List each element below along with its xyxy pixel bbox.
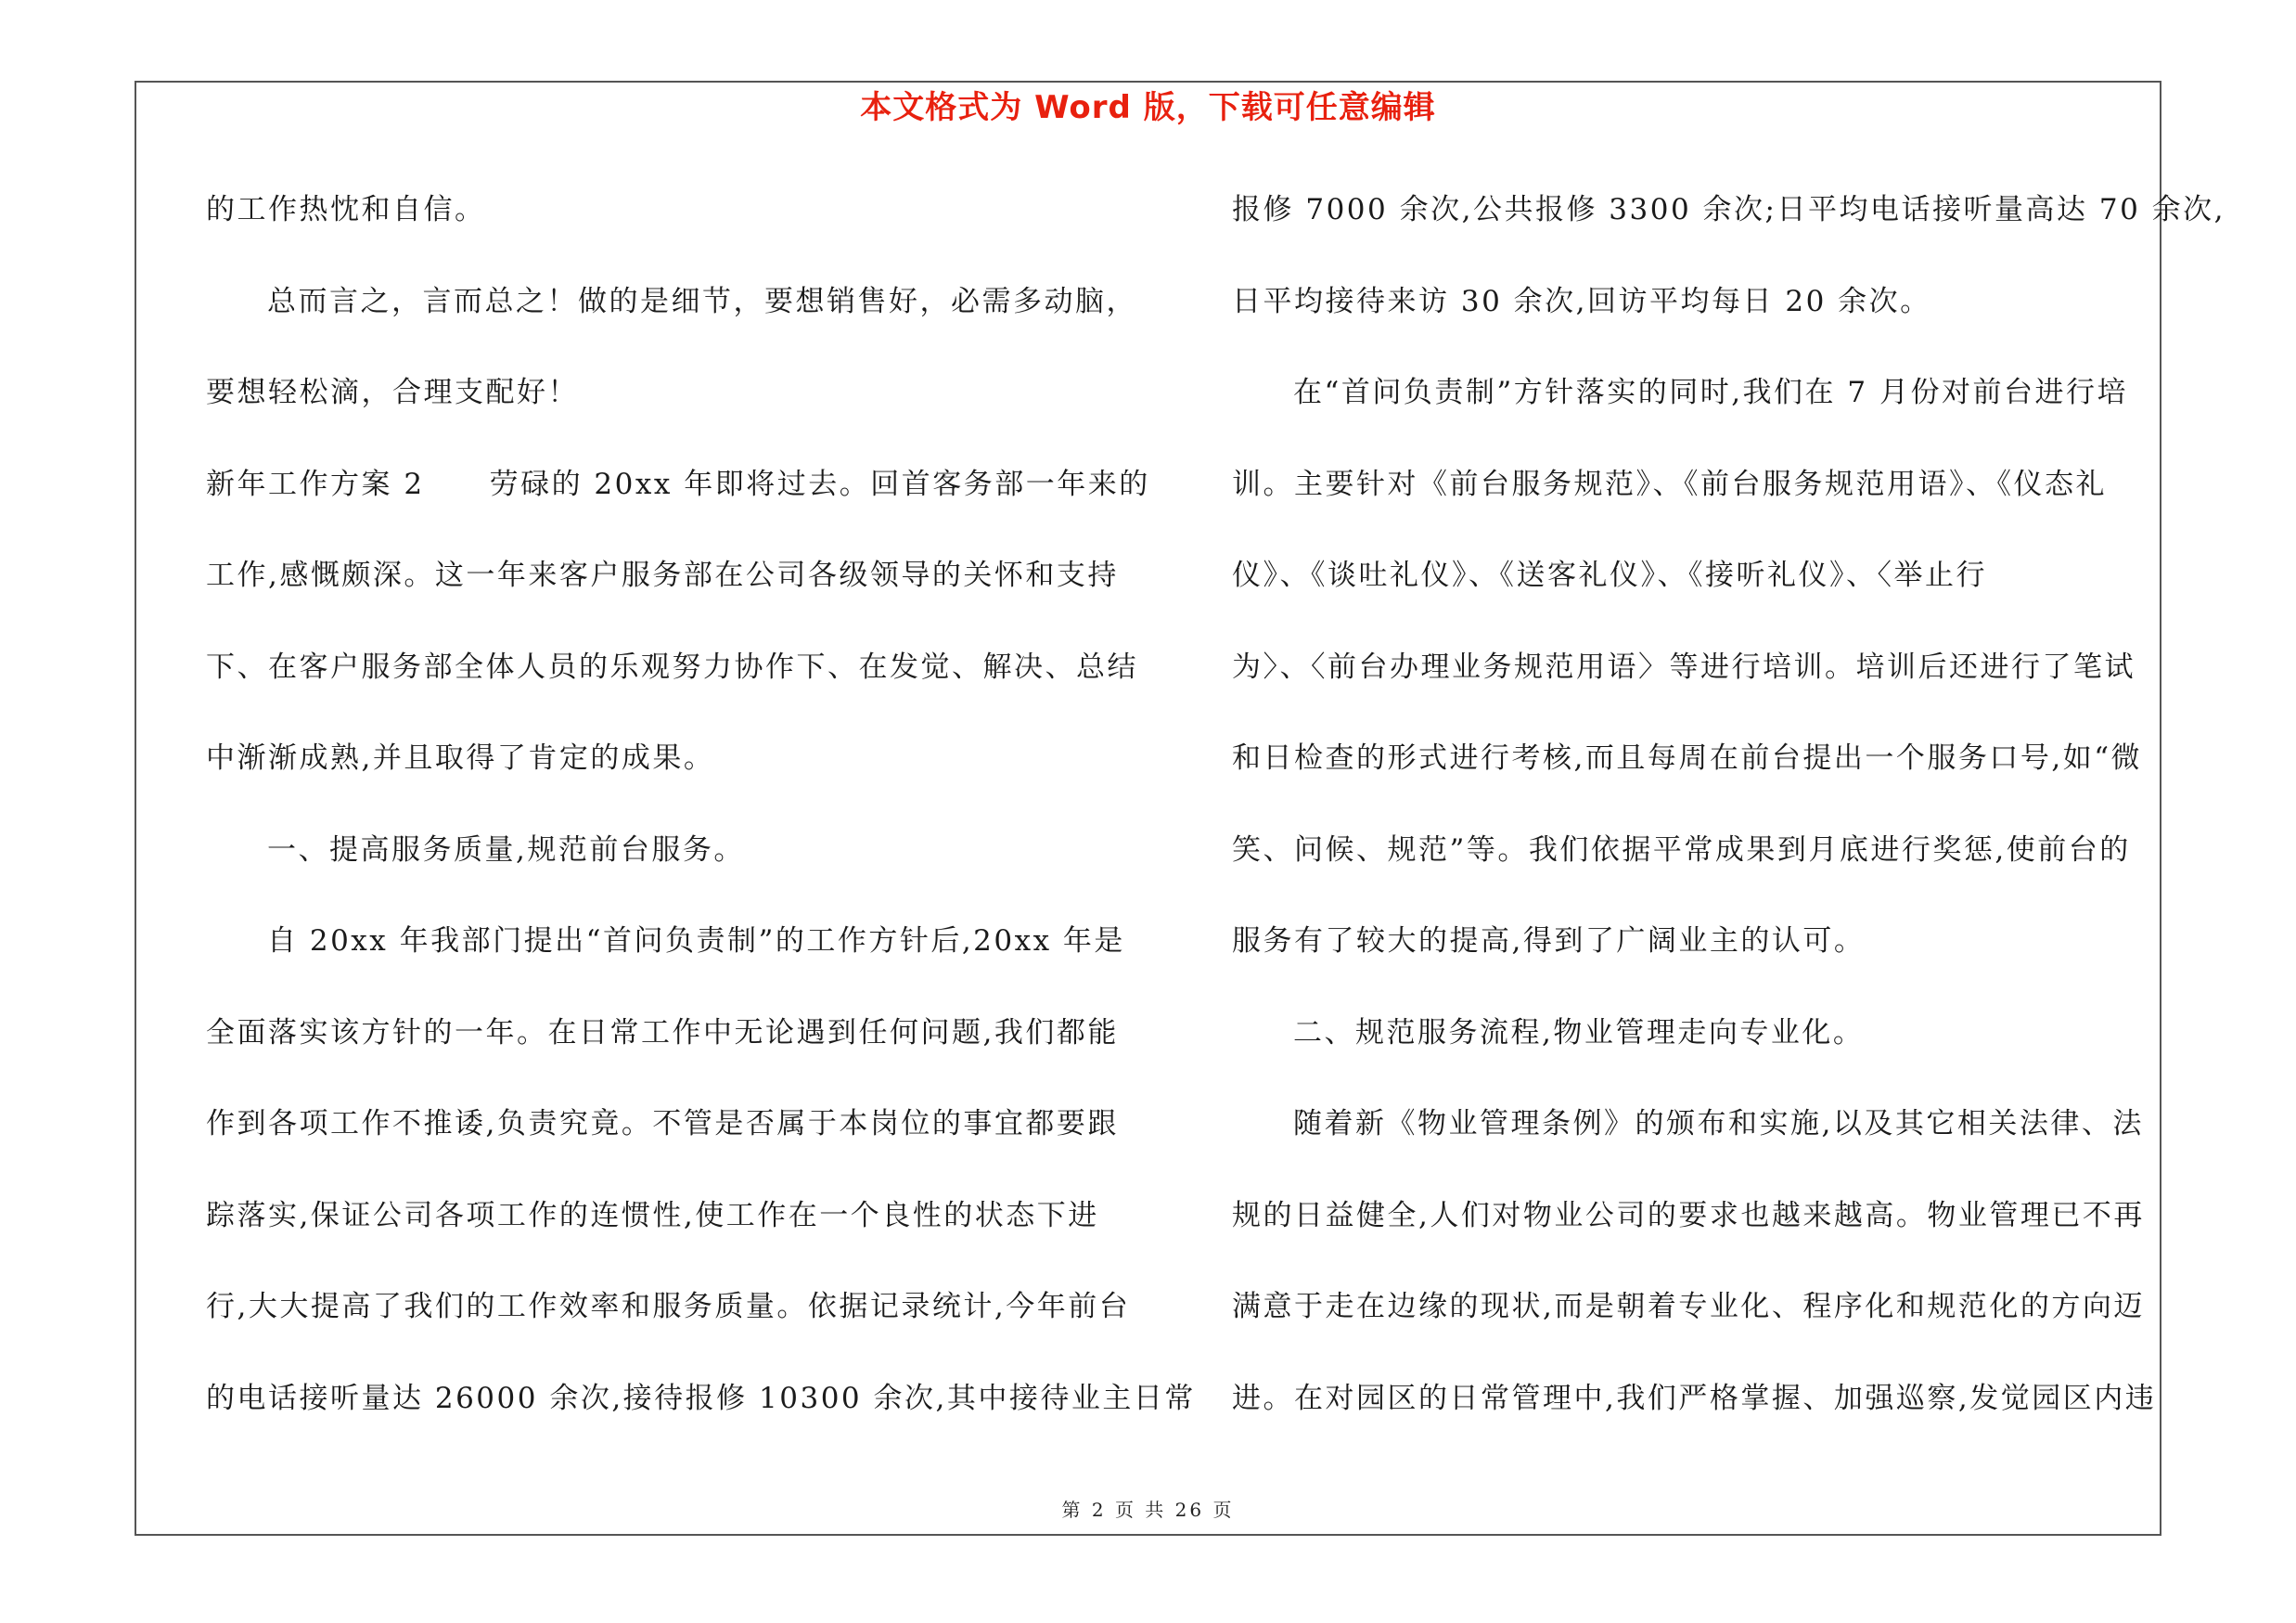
line-text: 训。主要针对《前台服务规范》、《前台服务规范用语》、《仪态礼 bbox=[1232, 467, 2107, 501]
line-text: 一、提高服务质量,规范前台服务。 bbox=[267, 832, 745, 867]
text-line bbox=[1232, 547, 2169, 639]
line-text: 踪落实,保证公司各项工作的连惯性,使工作在一个良性的状态下进 bbox=[206, 1198, 1099, 1232]
text-line bbox=[1232, 822, 2169, 914]
line-text: 作到各项工作不推诿,负责究竟。不管是否属于本岗位的事宜都要跟 bbox=[206, 1107, 1119, 1140]
text-line bbox=[1232, 1005, 2169, 1097]
line-text: 自 20xx 年我部门提出“首问负责制”的工作方针后,20xx 年是 bbox=[267, 924, 1125, 958]
line-text: 工作,感慨颇深。这一年来客户服务部在公司各级领导的关怀和支持 bbox=[206, 559, 1119, 592]
line-text: 满意于走在边缘的现状,而是朝着专业化、程序化和规范化的方向迈 bbox=[1232, 1290, 2145, 1323]
line-text: 下、在客户服务部全体人员的乐观努力协作下、在发觉、解决、总结 bbox=[206, 650, 1138, 684]
text-line bbox=[1232, 639, 2169, 731]
line-text: 全面落实该方针的一年。在日常工作中无论遇到任何问题,我们都能 bbox=[206, 1015, 1119, 1050]
line-text: 仪》、《谈吐礼仪》、《送客礼仪》、《接听礼仪》、〈举止行 bbox=[1232, 559, 1987, 592]
text-line bbox=[206, 274, 1137, 366]
text-line bbox=[1232, 730, 2169, 822]
section-title: 新年工作方案 2 bbox=[206, 467, 425, 501]
line-text: 劳碌的 20xx 年即将过去。回首客务部一年来的 bbox=[489, 467, 1150, 501]
text-line bbox=[206, 1096, 1134, 1188]
line-text: 进。在对园区的日常管理中,我们严格掌握、加强巡察,发觉园区内违 bbox=[1232, 1381, 2157, 1415]
text-line bbox=[1232, 1188, 2169, 1280]
text-line bbox=[206, 1371, 1196, 1462]
text-line bbox=[1232, 365, 2169, 457]
line-text: 中渐渐成熟,并且取得了肯定的成果。 bbox=[206, 741, 715, 775]
line-text: 行,大大提高了我们的工作效率和服务质量。依据记录统计,今年前台 bbox=[206, 1290, 1131, 1323]
line-text: 规的日益健全,人们对物业公司的要求也越来越高。物业管理已不再 bbox=[1232, 1198, 2145, 1232]
text-line bbox=[1232, 1096, 2169, 1188]
text-line bbox=[206, 1188, 1134, 1280]
word-format-banner: 本文格式为 Word 版，下载可任意编辑 bbox=[860, 89, 1436, 126]
line-text: 要想轻松滴，合理支配好！ bbox=[206, 376, 579, 409]
line-text: 为〉、〈前台办理业务规范用语〉等进行培训。培训后还进行了笔试 bbox=[1232, 650, 2136, 684]
text-line bbox=[206, 457, 1150, 548]
text-line bbox=[206, 639, 1138, 731]
text-line bbox=[1232, 913, 2169, 1005]
line-text: 的电话接听量达 26000 余次,接待报修 10300 余次,其中接待业主日常 bbox=[206, 1381, 1196, 1415]
text-line bbox=[206, 365, 1134, 457]
line-text: 服务有了较大的提高,得到了广阔业主的认可。 bbox=[1232, 924, 1866, 958]
line-text: 报修 7000 余次,公共报修 3300 余次;日平均电话接听量高达 70 余次, bbox=[1232, 193, 2226, 226]
text-line bbox=[1232, 274, 2169, 366]
page-number: 第 2 页 共 26 页 bbox=[1061, 1499, 1235, 1521]
line-text: 二、规范服务流程,物业管理走向专业化。 bbox=[1293, 1015, 1865, 1050]
text-line bbox=[1232, 182, 2226, 274]
text-line bbox=[206, 730, 1134, 822]
text-line bbox=[206, 913, 1134, 1005]
line-text: 笑、问候、规范”等。我们依据平常成果到月底进行奖惩,使前台的 bbox=[1232, 832, 2131, 867]
line-text: 日平均接待来访 30 余次,回访平均每日 20 余次。 bbox=[1232, 284, 1931, 318]
left-text-column bbox=[206, 182, 1196, 1462]
right-text-column bbox=[1232, 182, 2226, 1462]
text-line bbox=[1232, 1371, 2169, 1462]
line-text: 的工作热忱和自信。 bbox=[206, 193, 486, 226]
text-line bbox=[206, 1005, 1134, 1097]
text-line bbox=[206, 182, 1134, 274]
line-text: 总而言之，言而总之！做的是细节，要想销售好，必需多动脑， bbox=[267, 284, 1137, 318]
line-text: 在“首问负责制”方针落实的同时,我们在 7 月份对前台进行培 bbox=[1293, 376, 2128, 409]
line-text: 和日检查的形式进行考核,而且每周在前台提出一个服务口号,如“微 bbox=[1232, 741, 2143, 775]
text-line bbox=[1232, 1279, 2169, 1371]
text-line bbox=[206, 822, 1134, 914]
text-line bbox=[1232, 457, 2169, 548]
text-line bbox=[206, 547, 1134, 639]
line-text: 随着新《物业管理条例》的颁布和实施,以及其它相关法律、法 bbox=[1293, 1107, 2144, 1140]
text-line bbox=[206, 1279, 1134, 1371]
